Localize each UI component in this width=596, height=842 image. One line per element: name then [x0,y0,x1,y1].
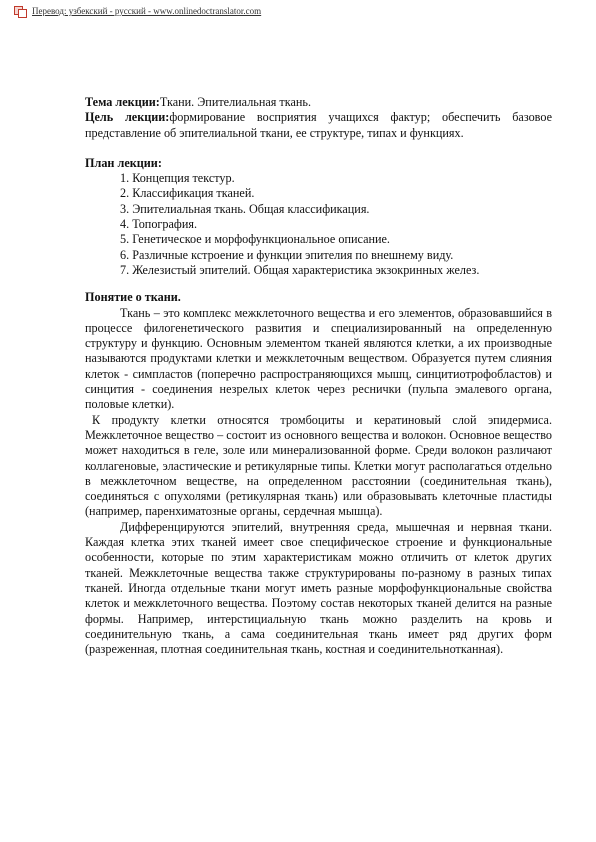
plan-item: 2. Классификация тканей. [120,186,255,201]
plan-item: 6. Различные кстроение и функции эпителия по внешнему виду. [120,247,454,262]
plan-item: 3. Эпителиальная ткань. Общая классификация. [120,201,370,216]
paragraph-2: К продукту клетки относятся тромбоциты и кератиновый слой эпидермиса. Межклеточное вещество – состоит из основного вещества и волокон. Основное вещество может находиться в геле, золе или минерализованной форме. Среди волокон различают коллагеновые, эластические и ретикулярные типы. Клетки могут располагаться отдельно в межклеточном веществе, на определенном расстоянии (соединительная ткань), соединяться с опухолями (ретикулярная ткань) или образовывать клеточные пластиды (например, паренхиматозные органы, сердечная мышца). [85,412,552,519]
lecture-topic [85,95,552,110]
translator-logo-icon [14,6,26,16]
paragraph-1: Ткань – это комплекс межклеточного вещества и его элементов, образовавшийся в процессе филогенетического развития и специализированный на определенную структуру и функцию. Основным элементом тканей являются клетки, а их производные называются продуктами клетки и межклеточным веществом. Образуется путем слияния клеток - симпластов (поперечно распространяющихся мышц, синцитиотрофобластов) и синцития - соединения незрелых клеток через реснички (пульпа эмалевого органа, половые клетки). [85,305,552,412]
plan-item: 4. Топография. [120,217,197,232]
lecture-goal [85,110,552,141]
plan-item: 1. Концепция текстур. [120,171,235,186]
concept-heading: Понятие о ткани. [85,290,181,305]
topic-text: Ткани. Эпителиальная ткань. [159,95,312,109]
plan-list [85,171,552,278]
plan-item: 7. Железистый эпителий. Общая характеристика экзокринных желез. [120,262,480,277]
topic-label: Тема лекции: [85,95,160,109]
plan-heading: План лекции: [85,155,162,170]
document-body [85,95,552,657]
translator-header [14,6,261,16]
goal-label: Цель лекции: [85,110,170,125]
goal-text: формирование восприятия учащихся фактур; обеспечить базовое представление об эпителиальной ткани, ее структуре, типах и функциях. [85,110,552,140]
paragraph-3: Дифференцируются эпителий, внутренняя среда, мышечная и нервная ткани. Каждая клетка этих тканей имеет свое специфическое строение и функциональные особенности, которые по этим характеристикам можно отличить от клеток других тканей. Межклеточные вещества также структурированы по-разному в разных типах тканей. Иногда отдельные ткани могут иметь разные морфофункциональные свойства клеток и межклеточного вещества. Поэтому состав некоторых тканей делится на разные формы. Например, интерстициальную ткань можно разделить на кровь и соединительную ткань, а сама соединительная ткань имеет ряд других форм (разреженная, плотная соединительная ткань, костная и соединительнотканная). [85,519,552,657]
plan-item: 5. Генетическое и морфофункциональное описание. [120,232,390,247]
translator-link[interactable]: Перевод: узбекский - русский - www.onlinedoctranslator.com [32,6,262,16]
